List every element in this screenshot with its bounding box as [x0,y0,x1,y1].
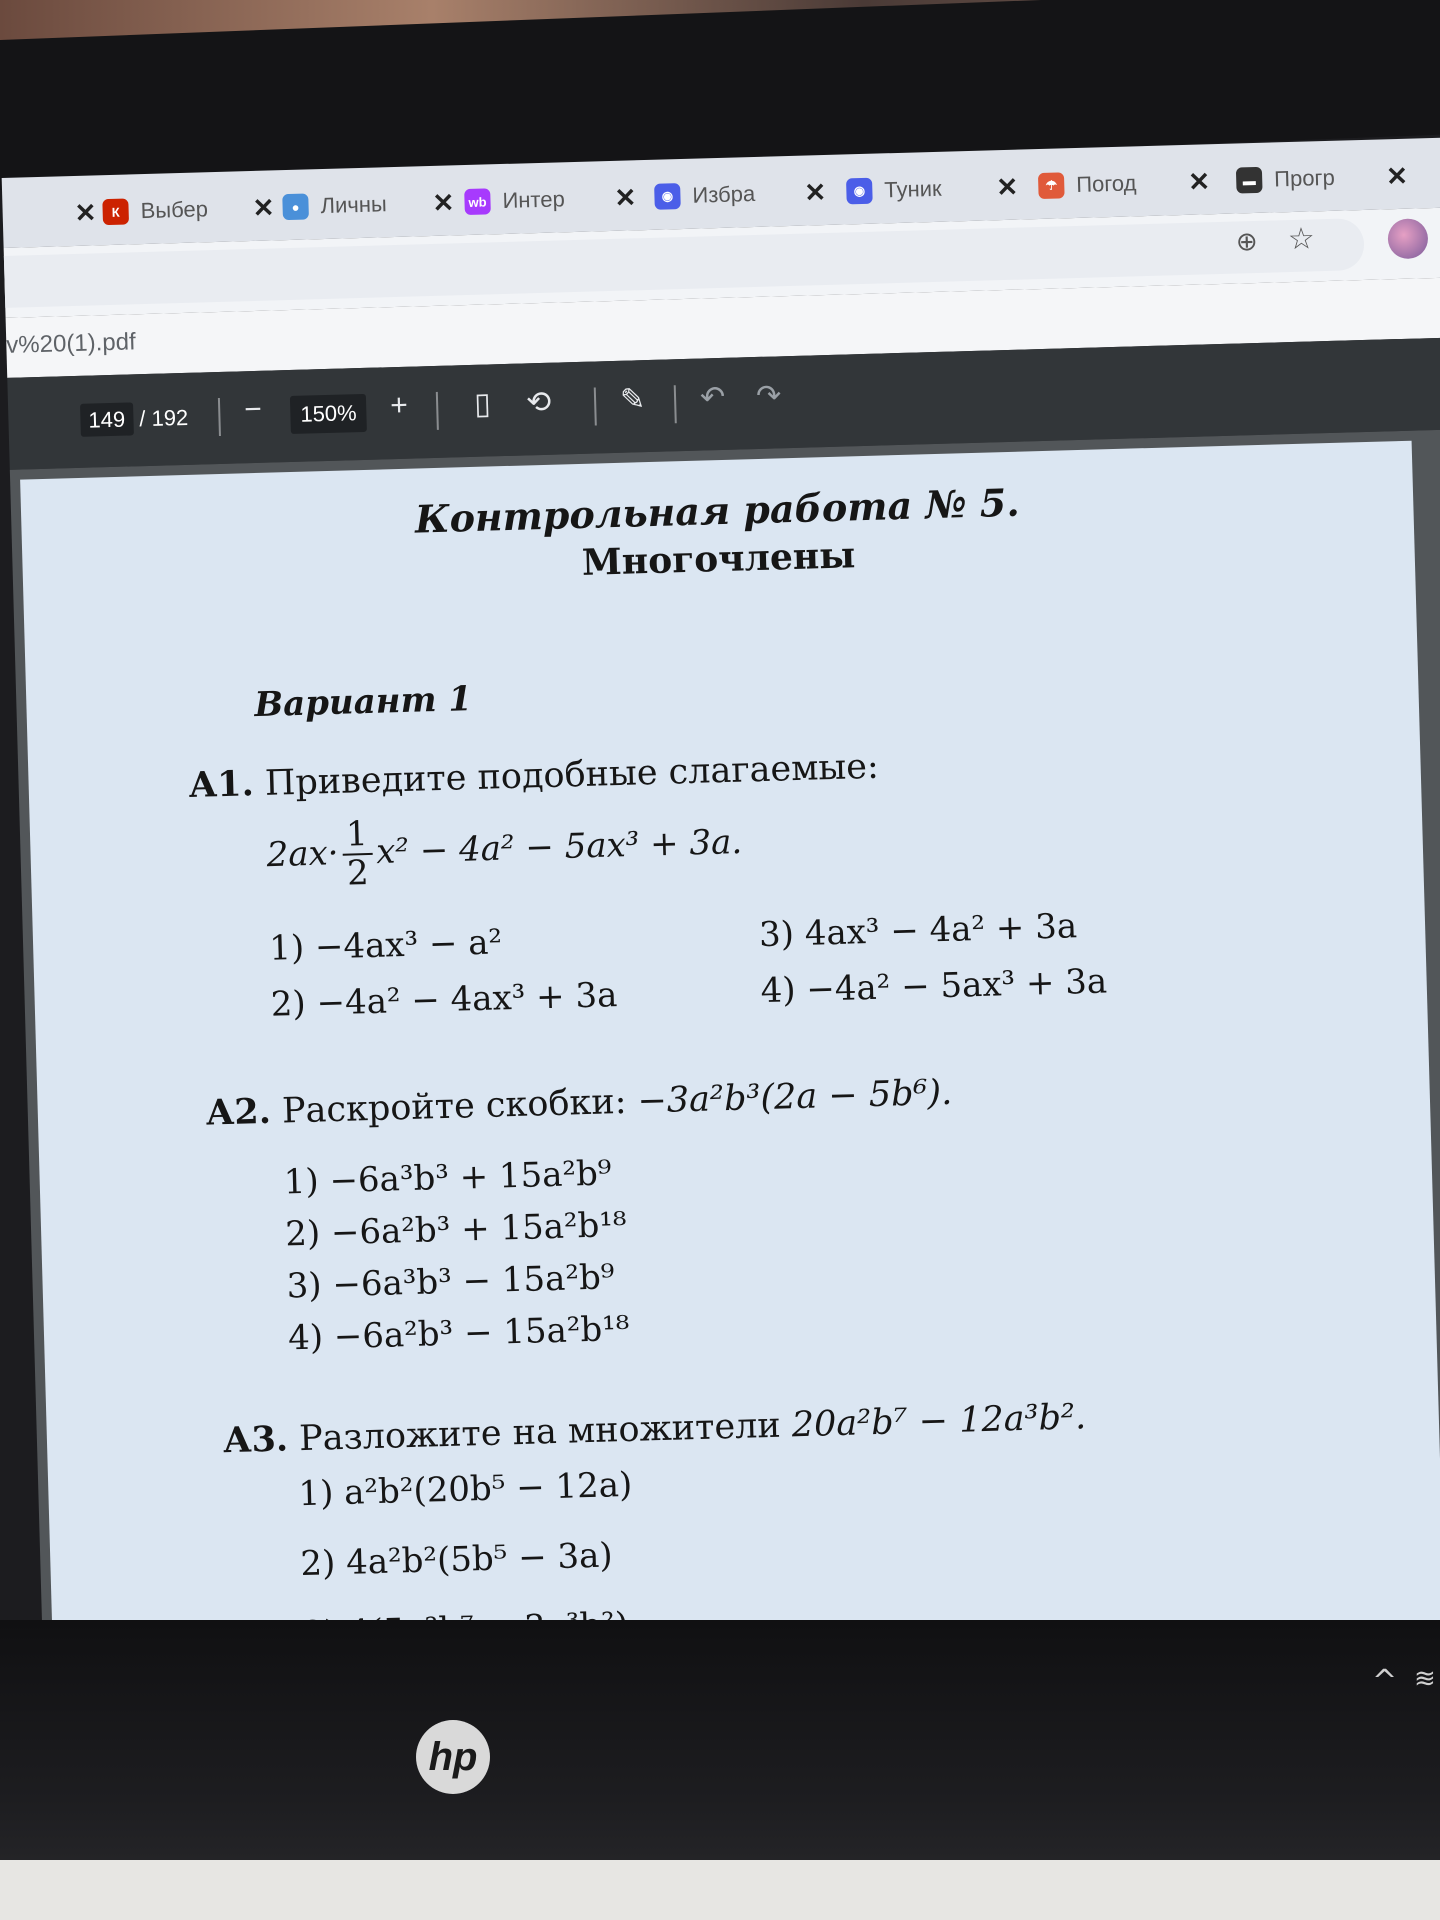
browser-tab-label: Туник [884,175,942,203]
fraction-numerator: 1 [342,816,373,856]
expr-part: 2ax· [266,833,340,876]
task-a1-question [188,746,879,806]
desk-surface [0,1860,1440,1920]
page-number-input[interactable]: 149 [80,402,134,436]
task-a2-text: Раскройте скобки: [281,1081,627,1132]
annotate-pen-icon[interactable]: ✎ [619,383,646,417]
undo-icon[interactable]: ↶ [699,380,726,415]
toolbar-divider [218,398,221,436]
task-a1-option: 3) 4ax³ − 4a² + 3a [758,906,1078,956]
zoom-in-button[interactable]: + [389,388,409,423]
hp-logo: hp [416,1720,490,1794]
task-a1-option: 2) −4a² − 4ax³ + 3a [270,975,618,1025]
laptop-screen [0,78,1440,1658]
zoom-icon[interactable]: ⊕ [1235,226,1259,258]
browser-tab-label: Личны [320,191,388,219]
zoom-out-button[interactable]: − [243,392,263,427]
task-a3-option: 1) a²b²(20b⁵ − 12a) [297,1464,633,1515]
chevron-up-icon: ^ [1372,1664,1398,1699]
eye-icon: ◉ [846,178,873,205]
close-icon[interactable]: ✕ [995,171,1019,202]
browser-tab-label: Интер [502,186,566,213]
pdf-filename: v%20(1).pdf [5,328,137,359]
toolbar-divider [594,387,597,425]
browser-tab[interactable] [1236,153,1409,204]
browser-tab-label [0,201,53,230]
task-a1-text: Приведите подобные слагаемые: [264,746,880,804]
task-a1-option: 1) −4ax³ − a² [268,922,503,969]
umbrella-icon: ☂ [1038,172,1065,199]
browser-tab[interactable] [1038,158,1211,209]
close-icon[interactable]: ✕ [1187,165,1211,197]
toolbar-divider [674,385,677,423]
browser-tab-label: Выбер [140,196,209,224]
page-subtitle: Многочлены [581,534,856,584]
task-a2-option: 2) −6a²b³ + 15a²b¹⁸ [284,1204,628,1255]
browser-tab[interactable] [282,179,455,230]
browser-tab[interactable] [0,189,97,239]
page-total: / 192 [138,404,189,432]
profile-avatar[interactable] [1387,218,1428,259]
task-a3-option: 2) 4a²b²(5b⁵ − 3a) [299,1535,614,1585]
browser-tab[interactable] [654,169,827,220]
fit-page-icon[interactable]: ▯ [473,387,492,421]
task-a2-option: 4) −6a²b³ − 15a²b¹⁸ [287,1308,631,1359]
task-a2-question [205,1072,952,1134]
task-a2-option: 1) −6a³b³ + 15a²b⁹ [283,1153,613,1203]
task-a3-label: А3. [222,1418,289,1462]
task-a2-expression: −3a²b³(2a − 5b⁶). [636,1072,953,1122]
task-a3-question [222,1396,1086,1461]
browser-tab-label: Прогр [1273,164,1336,192]
close-icon[interactable]: ✕ [614,181,637,213]
task-a2-option: 3) −6a³b³ − 15a²b⁹ [286,1257,615,1307]
task-a2-label: А2. [205,1090,272,1134]
task-a3-expression: 20a²b⁷ − 12a³b². [791,1397,1087,1446]
expr-part: x² − 4a² − 5ax³ + 3a. [375,821,743,873]
close-icon[interactable]: ✕ [252,191,275,223]
pdf-page [20,441,1440,1669]
redo-icon[interactable]: ↷ [755,379,782,413]
wifi-icon: ≋ [1414,1664,1436,1694]
task-a3-text: Разложите на множители [298,1405,782,1460]
multicolor-dots-icon: ● [282,193,309,220]
pdf-viewport[interactable] [10,430,1440,1660]
browser-tab-label: Погод [1075,170,1137,197]
browser-tab[interactable] [846,164,1019,215]
fraction-denominator: 2 [346,853,370,894]
variant-heading: Вариант 1 [253,679,473,726]
toolbar-divider [436,392,439,430]
bookmark-star-icon[interactable]: ☆ [1287,221,1316,258]
close-icon[interactable]: ✕ [74,196,97,228]
zoom-level-input[interactable]: 150% [290,394,367,434]
browser-tab-label: Избра [692,180,756,208]
browser-tab[interactable] [464,174,637,225]
rotate-icon[interactable]: ⟲ [525,385,552,420]
wb-icon: wb [464,188,491,215]
close-icon[interactable]: ✕ [432,186,455,218]
kinopoisk-icon: К [102,198,129,225]
task-a1-option: 4) −4a² − 5ax³ + 3a [760,961,1108,1012]
close-icon[interactable]: ✕ [1385,160,1409,191]
browser-tab[interactable] [102,184,275,235]
task-a1-label: А1. [188,763,255,806]
close-icon[interactable]: ✕ [803,176,827,208]
page-indicator [80,405,188,434]
screen-icon: ▬ [1236,167,1263,194]
page-title: Контрольная работа № 5. [414,479,1021,542]
task-a1-expression [266,806,744,896]
fraction [342,816,374,894]
eye-icon: ◉ [654,183,681,210]
